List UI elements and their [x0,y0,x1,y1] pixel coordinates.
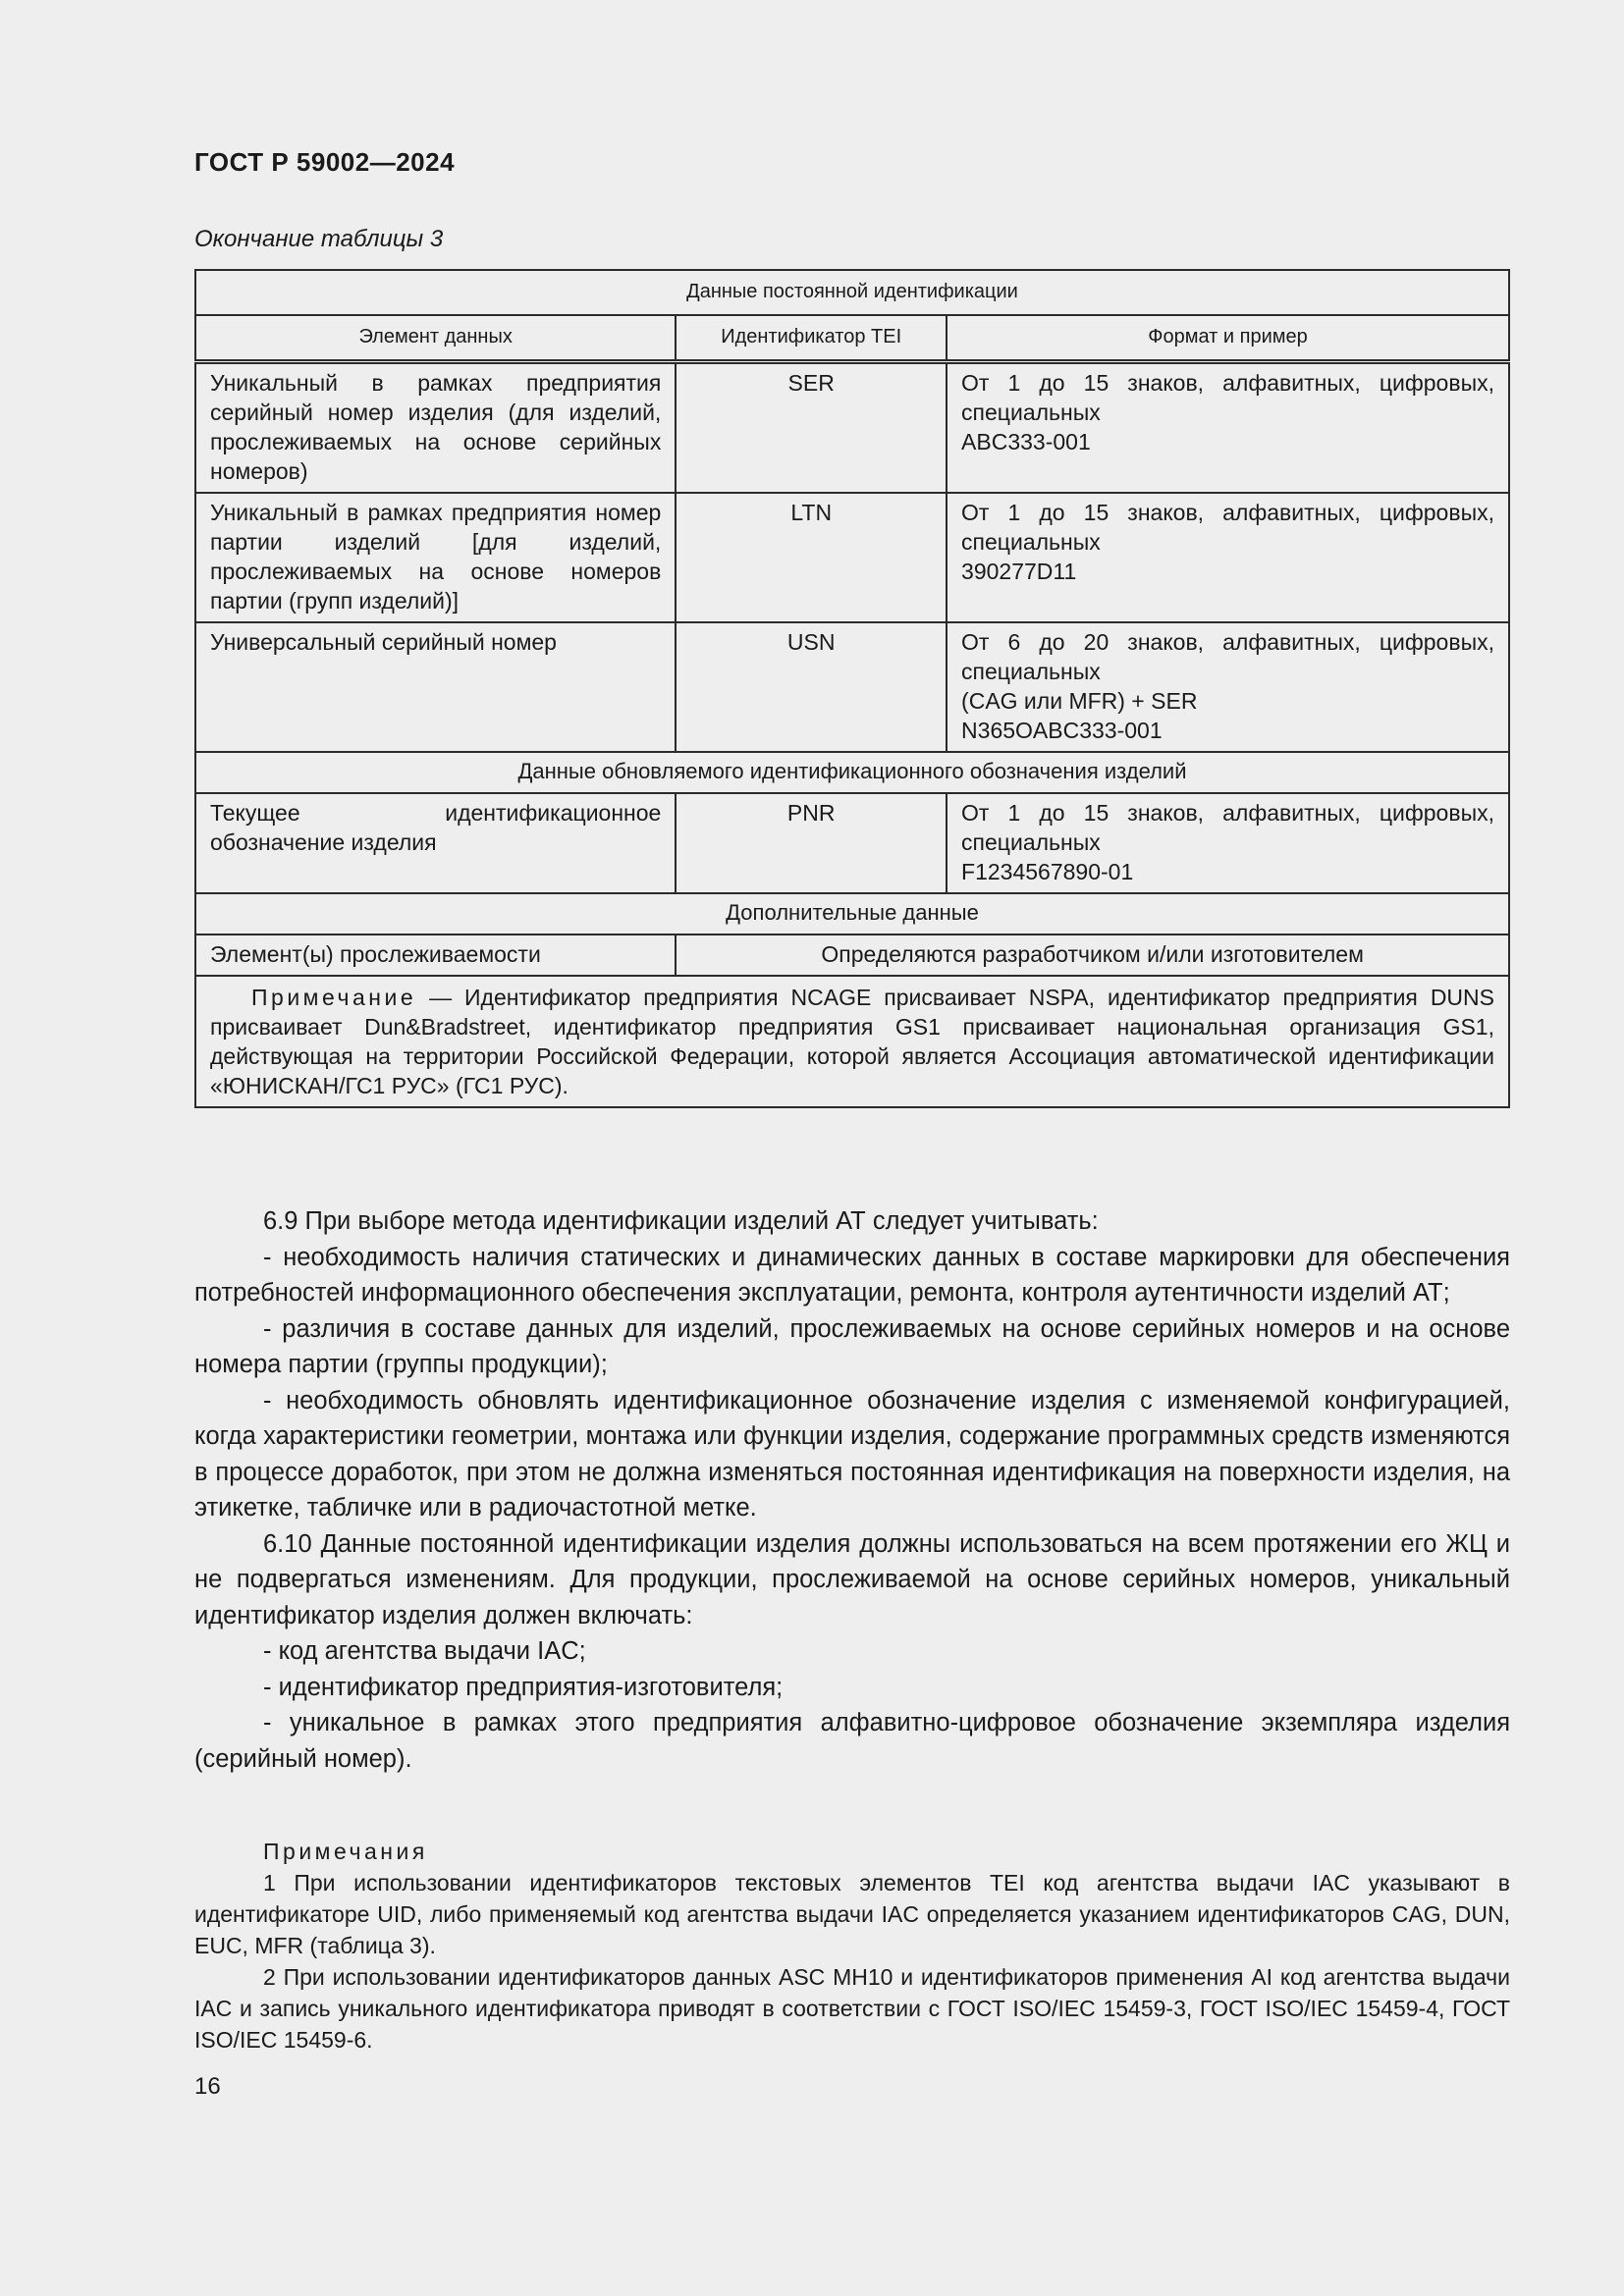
format-example: 390277D11 [961,559,1077,584]
format-cell [947,493,1509,622]
format-line: От 6 до 20 знаков, алфавитных, цифровых, специальных [961,629,1494,684]
table-caption: Окончание таблицы 3 [194,226,444,252]
table-row [195,362,1509,494]
col-header-tei: Идентификатор TEI [676,315,947,362]
note-item: 1 При использовании идентификаторов текстовых элементов TEI код агентства выдачи IAC указывают в идентификаторе UID, либо применяемый код агентства выдачи IAC определяется указанием идентификаторов CAG, DUN, EUC, MFR (таблица 3). [194,1870,1510,1958]
table-note [195,976,1509,1107]
col-header-format: Формат и пример [947,315,1509,362]
paragraph: 6.10 Данные постоянной идентификации изделия должны использоваться на всем протяжении его ЖЦ и не подвергаться изменениям. Для продукции, прослеживаемой на основе серийных номеров, уникальный идентификатор изделия должен включать: [194,1529,1510,1629]
tei-cell: SER [676,362,947,494]
document-title: ГОСТ Р 59002—2024 [194,147,456,177]
format-line: От 1 до 15 знаков, алфавитных, цифровых, специальных [961,370,1494,425]
section-permanent-header: Данные постоянной идентификации [195,270,1509,315]
notes-heading: Примечания [263,1839,428,1864]
format-formula: (CAG или MFR) + SER [961,688,1198,714]
element-cell: Текущее идентификационное обозначение изделия [195,793,676,893]
format-cell [947,362,1509,494]
element-cell: Элемент(ы) прослеживаемости [195,934,676,976]
format-line: От 1 до 15 знаков, алфавитных, цифровых, специальных [961,800,1494,855]
section-additional-header: Дополнительные данные [195,893,1509,934]
section-updated-header: Данные обновляемого идентификационного обозначения изделий [195,752,1509,793]
table-3 [194,269,1510,1108]
list-item: - уникальное в рамках этого предприятия алфавитно-цифровое обозначение экземпляра изделия (серийный номер). [194,1709,1510,1773]
note-label: Примечание [251,985,417,1010]
format-example: ABC333-001 [961,429,1091,454]
tei-cell: USN [676,622,947,752]
format-cell [947,622,1509,752]
format-line: От 1 до 15 знаков, алфавитных, цифровых, специальных [961,500,1494,555]
list-item: - необходимость наличия статических и динамических данных в составе маркировки для обеспечения потребностей информационного обеспечения эксплуатации, ремонта, контроля аутентичности изделий АТ; [194,1243,1510,1307]
additional-value-cell: Определяются разработчиком и/или изготовителем [676,934,1509,976]
table-row [195,793,1509,893]
tei-cell: PNR [676,793,947,893]
paragraph: 6.9 При выборе метода идентификации изделий АТ следует учитывать: [263,1207,1099,1235]
format-example: N365OABC333-001 [961,718,1163,743]
body-text [194,1203,1510,1777]
list-item: - необходимость обновлять идентификационное обозначение изделия с изменяемой конфигурацией, когда характеристики геометрии, монтажа или функции изделия, содержание программных средств изменяются в процессе доработок, при этом не должна изменяться постоянная идентификация на поверхности изделия, на этикетке, табличке или в радиочастотной метке. [194,1386,1510,1522]
list-item: - различия в составе данных для изделий, прослеживаемых на основе серийных номеров и на основе номера партии (группы продукции); [194,1314,1510,1378]
note-text: — Идентификатор предприятия NCAGE присваивает NSPA, идентификатор предприятия DUNS присваивает Dun&Bradstreet, идентификатор предприятия GS1 присваивает национальная организация GS1, действующая на территории Российской Федерации, которой является Ассоциация автоматической идентификации «ЮНИСКАН/ГС1 РУС» (ГС1 РУС). [210,985,1494,1098]
format-cell [947,793,1509,893]
page-number: 16 [194,2073,221,2100]
list-item: - идентификатор предприятия-изготовителя; [263,1673,784,1701]
list-item: - код агентства выдачи IAC; [263,1637,586,1665]
table-row [195,934,1509,976]
table-row [195,622,1509,752]
element-cell: Универсальный серийный номер [195,622,676,752]
notes-section [194,1836,1510,2056]
element-cell: Уникальный в рамках предприятия номер партии изделий [для изделий, прослеживаемых на основе номеров партии (групп изделий)] [195,493,676,622]
element-cell: Уникальный в рамках предприятия серийный номер изделия (для изделий, прослеживаемых на основе серийных номеров) [195,362,676,494]
tei-cell: LTN [676,493,947,622]
format-example: F1234567890-01 [961,859,1134,884]
table-row [195,493,1509,622]
note-item: 2 При использовании идентификаторов данных ASC MH10 и идентификаторов применения AI код агентства выдачи IAC и запись уникального идентификатора приводят в соответствии с ГОСТ ISO/IEC 15459-3, ГОСТ ISO/IEC 15459-4, ГОСТ ISO/IEC 15459-6. [194,1964,1510,2053]
col-header-element: Элемент данных [195,315,676,362]
